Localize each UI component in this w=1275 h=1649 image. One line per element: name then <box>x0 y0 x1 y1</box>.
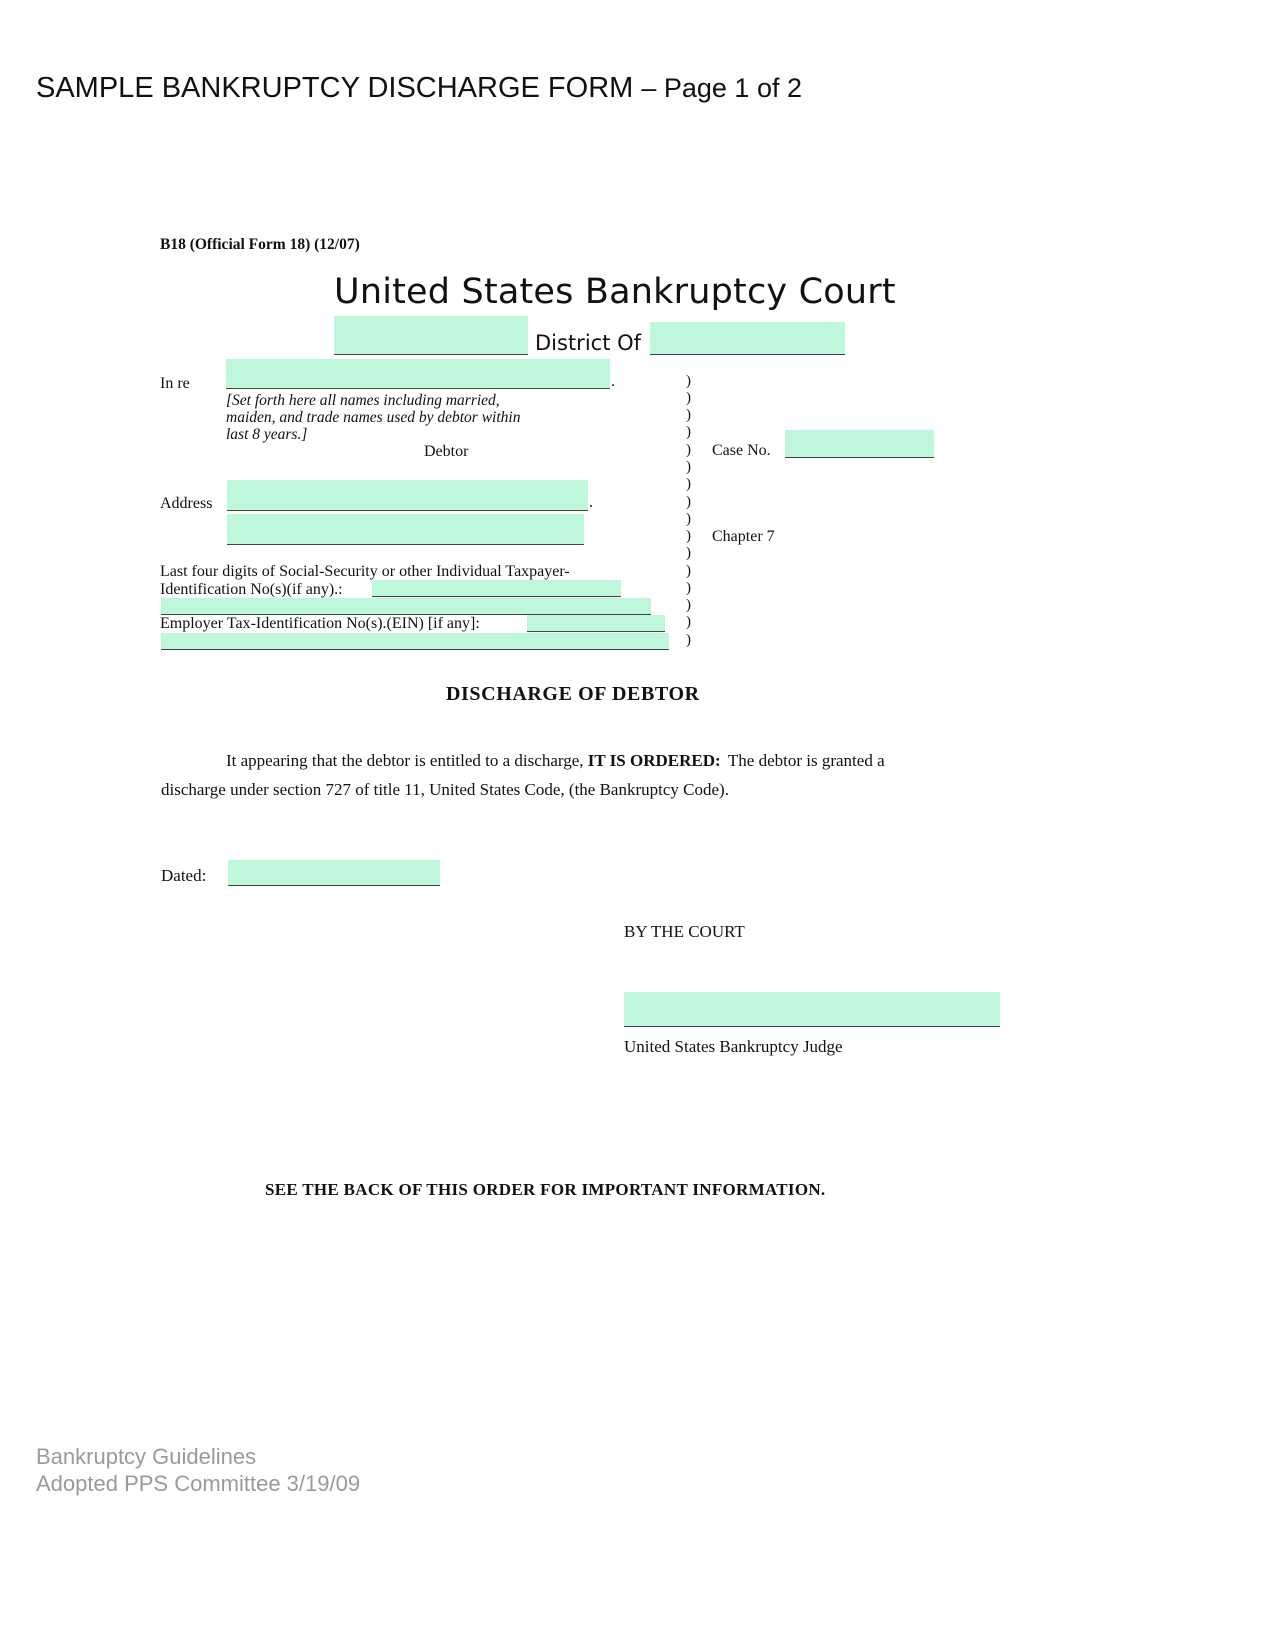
debtor-names-field[interactable] <box>226 359 610 388</box>
discharge-title: DISCHARGE OF DEBTOR <box>446 683 700 705</box>
names-note-line1: [Set forth here all names including married, <box>226 392 500 409</box>
paren: ) <box>686 442 691 458</box>
address-period: . <box>589 494 593 511</box>
in-re-label: In re <box>160 375 190 392</box>
paren: ) <box>686 528 691 544</box>
case-number-label: Case No. <box>712 442 771 459</box>
back-notice: SEE THE BACK OF THIS ORDER FOR IMPORTANT INFORMATION. <box>265 1180 826 1199</box>
paren: ) <box>686 563 691 579</box>
judge-title-label: United States Bankruptcy Judge <box>624 1037 843 1056</box>
district-of-underline <box>650 354 845 355</box>
district-name-underline <box>334 354 528 355</box>
address-line2-field[interactable] <box>227 514 584 544</box>
paren: ) <box>686 494 691 510</box>
paren: ) <box>686 614 691 630</box>
paren: ) <box>686 476 691 492</box>
page-number: – Page 1 of 2 <box>641 73 802 103</box>
ein-label: Employer Tax-Identification No(s).(EIN) [if any]: <box>160 615 480 632</box>
court-title: United States Bankruptcy Court <box>334 272 896 312</box>
ssn-field[interactable] <box>372 580 621 596</box>
paren: ) <box>686 407 691 423</box>
debtor-names-underline <box>226 388 610 389</box>
order-text-line1 <box>226 751 885 771</box>
in-re-period: . <box>611 373 615 390</box>
chapter-label: Chapter 7 <box>712 528 775 545</box>
ein-field[interactable] <box>527 615 665 631</box>
paren: ) <box>686 511 691 527</box>
by-the-court-label: BY THE COURT <box>624 922 745 941</box>
paren: ) <box>686 373 691 389</box>
page-title <box>36 72 802 105</box>
footer-line2: Adopted PPS Committee 3/19/09 <box>36 1471 361 1496</box>
names-note-line3: last 8 years.] <box>226 426 308 443</box>
ein-extra-field[interactable] <box>161 633 669 649</box>
judge-signature-field[interactable] <box>624 992 1000 1026</box>
paren: ) <box>686 545 691 561</box>
ssn-underline <box>372 596 621 597</box>
footer-line1: Bankruptcy Guidelines <box>36 1444 257 1469</box>
district-name-field[interactable] <box>334 316 528 354</box>
case-number-field[interactable] <box>785 430 934 457</box>
address-line2-underline <box>227 544 584 545</box>
ssn-label-line1: Last four digits of Social-Security or other Individual Taxpayer- <box>160 563 570 580</box>
paren: ) <box>686 424 691 440</box>
address-label: Address <box>160 495 213 512</box>
paren: ) <box>686 390 691 406</box>
case-number-underline <box>785 457 934 458</box>
district-label: District Of <box>535 331 642 355</box>
order-text-bold: IT IS ORDERED: <box>587 751 721 770</box>
order-text-intro: It appearing that the debtor is entitled to a discharge, <box>226 751 584 770</box>
address-line1-underline <box>227 510 588 511</box>
ein-underline <box>527 631 665 632</box>
judge-signature-underline <box>624 1026 1000 1027</box>
paren: ) <box>686 597 691 613</box>
ssn-extra-field[interactable] <box>161 598 651 614</box>
ssn-label-line2: Identification No(s)(if any).: <box>160 581 343 598</box>
page-title-text: SAMPLE BANKRUPTCY DISCHARGE FORM <box>36 72 634 104</box>
ein-extra-underline <box>161 649 669 650</box>
paren: ) <box>686 580 691 596</box>
address-line1-field[interactable] <box>227 480 588 510</box>
district-of-field[interactable] <box>650 322 845 354</box>
dated-field[interactable] <box>228 860 440 885</box>
dated-label: Dated: <box>161 866 207 885</box>
order-text-line2: discharge under section 727 of title 11, United States Code, (the Bankruptcy Code). <box>161 780 729 799</box>
dated-underline <box>228 885 440 886</box>
paren: ) <box>686 459 691 475</box>
order-text-granted: The debtor is granted a <box>727 751 885 770</box>
debtor-label: Debtor <box>424 443 469 460</box>
paren: ) <box>686 632 691 648</box>
form-identifier: B18 (Official Form 18) (12/07) <box>160 236 360 253</box>
names-note-line2: maiden, and trade names used by debtor within <box>226 409 521 426</box>
